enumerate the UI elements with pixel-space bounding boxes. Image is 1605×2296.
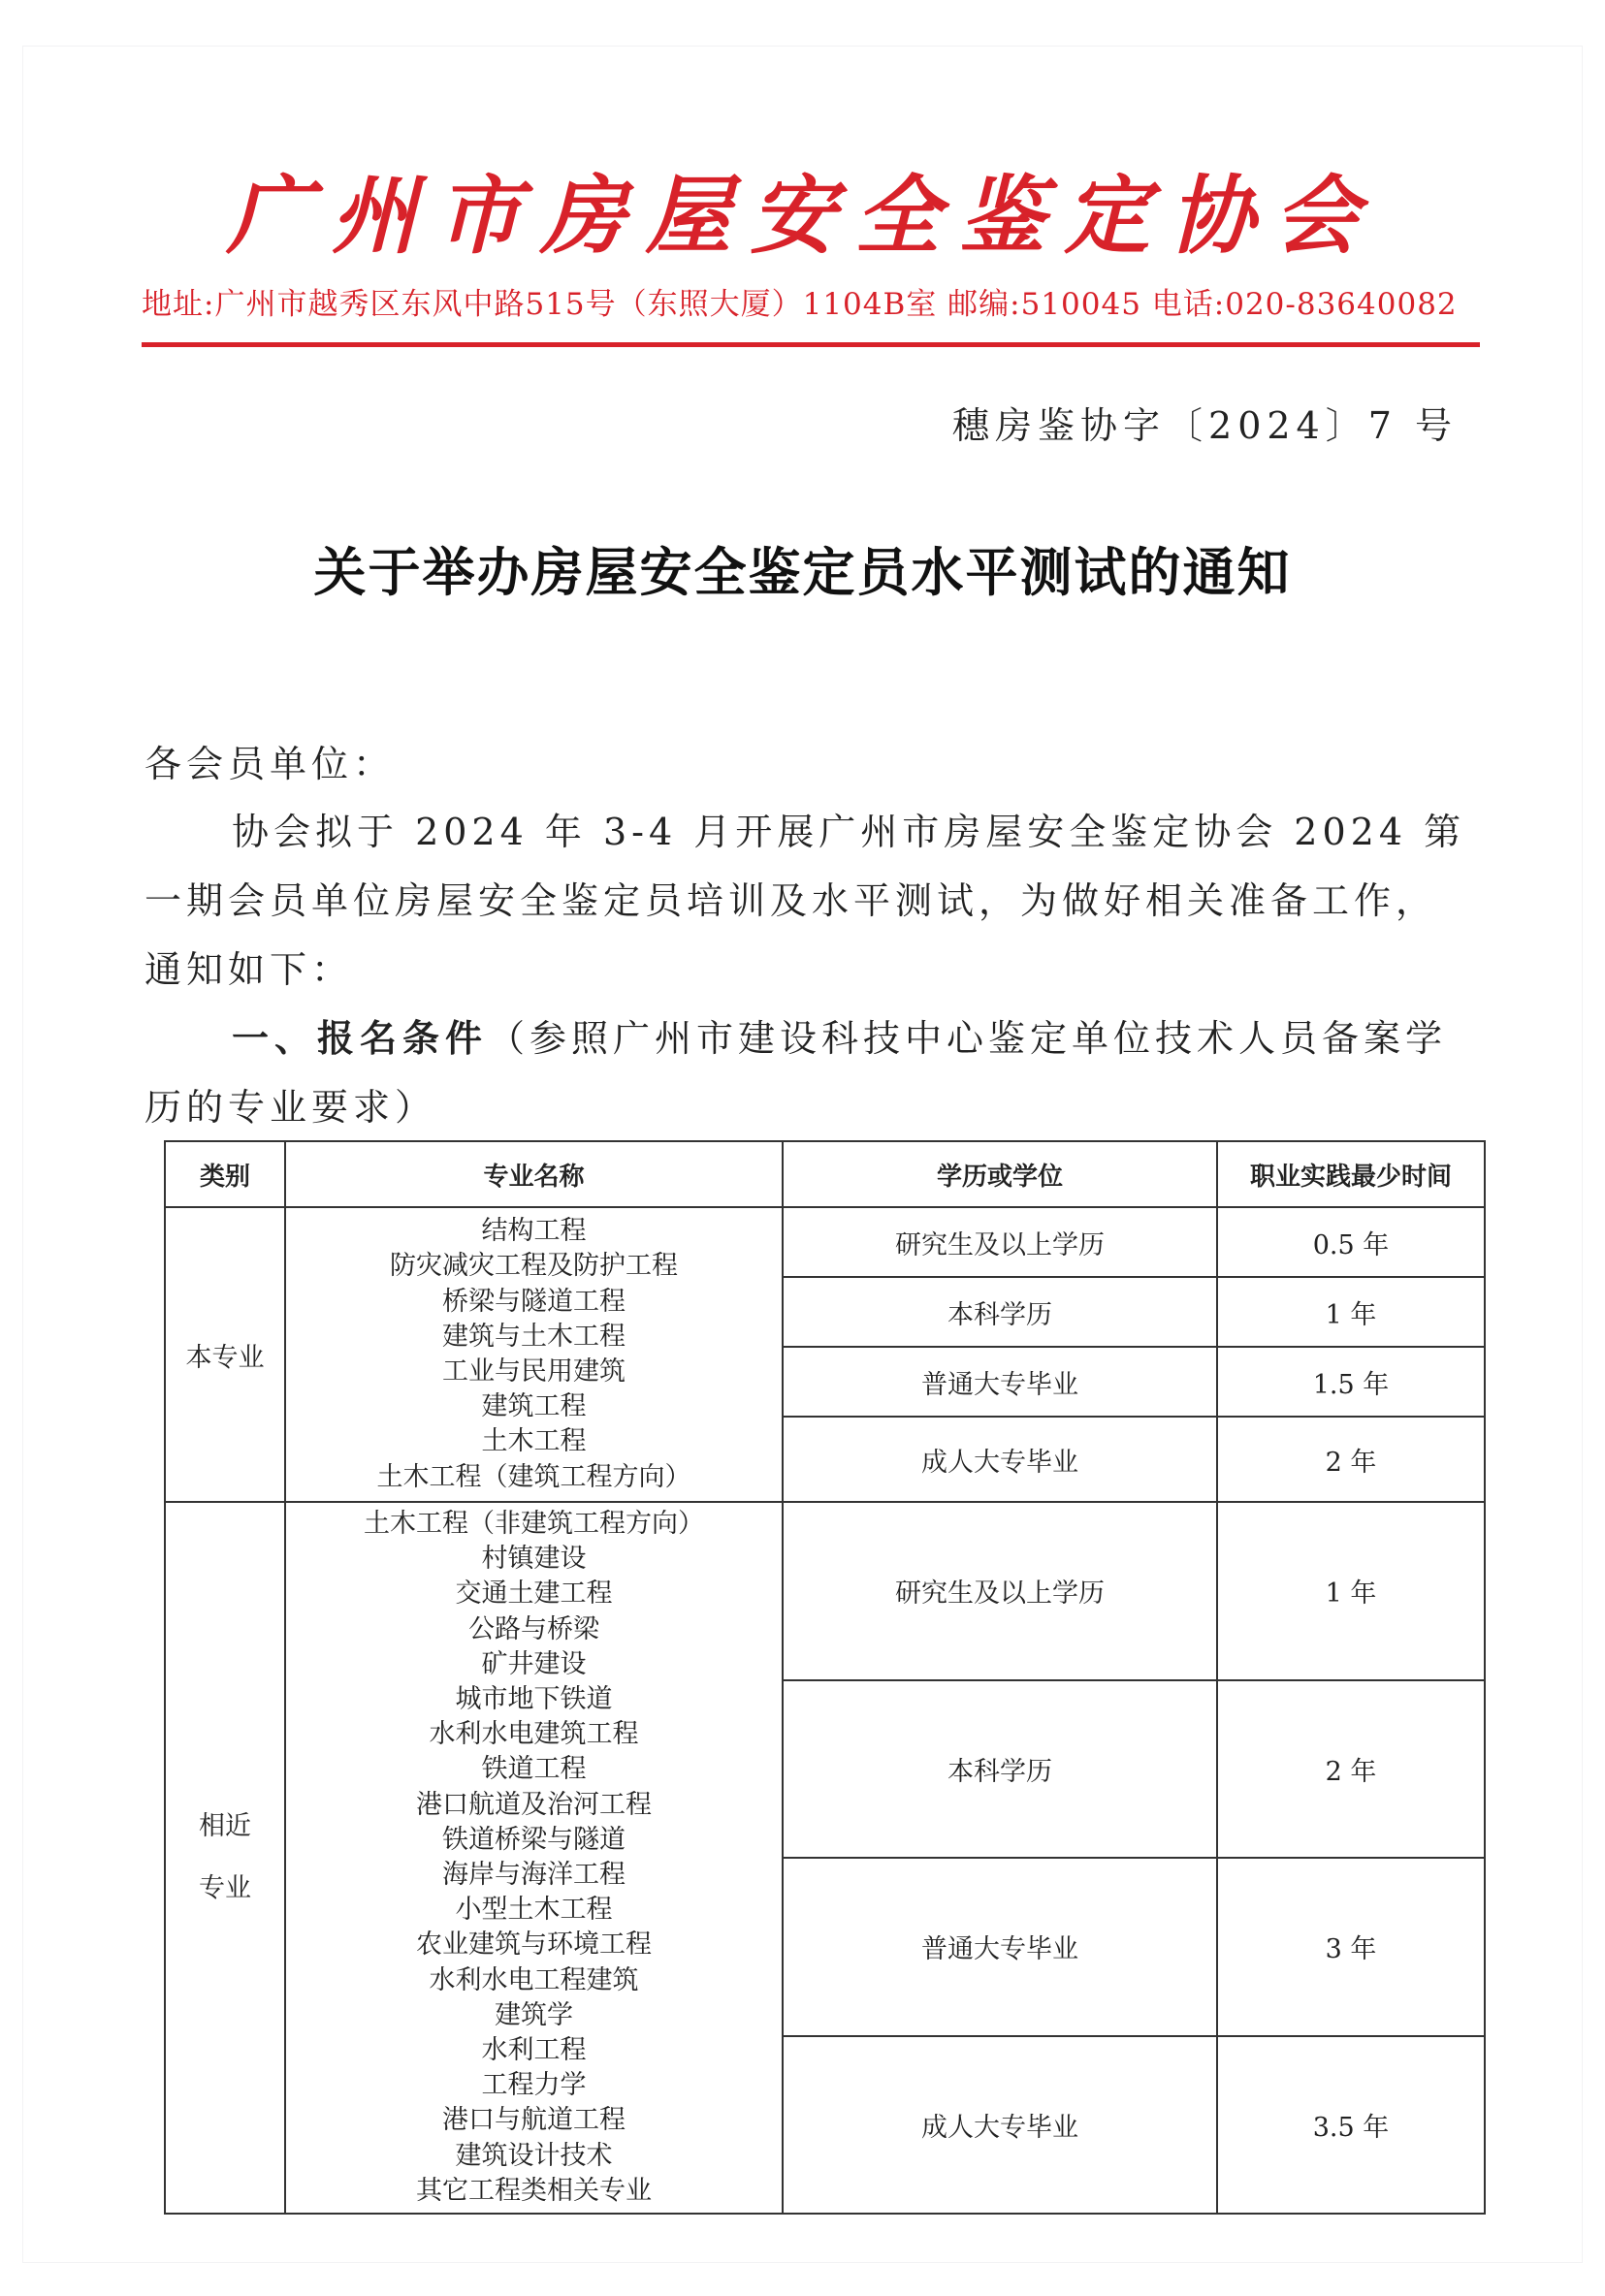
category-cell: [165, 1207, 285, 1502]
section-1-heading: 一、报名条件: [232, 1017, 489, 1060]
major-item: 土木工程（非建筑工程方向）: [364, 1509, 704, 1539]
major-item: 小型土木工程: [455, 1895, 613, 1926]
column-header-min-time: 职业实践最少时间: [1217, 1141, 1485, 1207]
major-item: 建筑与土木工程: [442, 1321, 626, 1352]
major-item: 村镇建设: [481, 1544, 587, 1575]
time-cell: 3.5 年: [1217, 2036, 1485, 2215]
table-header-row: [165, 1141, 1485, 1207]
major-item: 工程力学: [481, 2070, 587, 2101]
major-item: 土木工程（建筑工程方向）: [376, 1461, 691, 1492]
table-row: [165, 1207, 1485, 1277]
degree-cell: 成人大专毕业: [783, 2036, 1217, 2215]
time-cell: 1 年: [1217, 1277, 1485, 1347]
major-item: 建筑工程: [481, 1391, 587, 1422]
time-cell: 0.5 年: [1217, 1207, 1485, 1277]
major-item: 建筑学: [495, 1999, 573, 2030]
letterhead-divider: [142, 342, 1480, 347]
intro-paragraph: 协会拟于 2024 年 3-4 月开展广州市房屋安全鉴定协会 2024 第一期会员单位房屋安全鉴定员培训及水平测试，为做好相关准备工作，通知如下：: [144, 811, 1466, 991]
majors-cell: [285, 1207, 783, 1502]
degree-cell: 研究生及以上学历: [783, 1502, 1217, 1680]
column-header-major: 专业名称: [285, 1141, 783, 1207]
time-cell: 1.5 年: [1217, 1347, 1485, 1417]
degree-cell: 普通大专毕业: [783, 1858, 1217, 2036]
time-cell: 3 年: [1217, 1858, 1485, 2036]
section-1-note: （参照广州市建设科技中心鉴定单位技术人员备案学历的专业要求）: [144, 1017, 1448, 1129]
major-item: 结构工程: [481, 1216, 587, 1247]
category-label: 本专业: [185, 1342, 265, 1373]
org-address-line: 地址:广州市越秀区东风中路515号（东照大厦）1104B室 邮编:510045 电话:020-83640082: [142, 287, 1458, 322]
time-cell: 2 年: [1217, 1680, 1485, 1859]
major-item: 水利水电建筑工程: [429, 1719, 639, 1750]
major-item: 港口与航道工程: [442, 2105, 626, 2136]
major-item: 建筑设计技术: [455, 2140, 613, 2171]
degree-cell: 普通大专毕业: [783, 1347, 1217, 1417]
qualification-table: [164, 1140, 1486, 2215]
major-item: 防灾减灾工程及防护工程: [390, 1251, 678, 1282]
column-header-degree: 学历或学位: [783, 1141, 1217, 1207]
org-letterhead-title: 广州市房屋安全鉴定协会: [226, 165, 1379, 266]
category-label: 相近: [199, 1811, 251, 1842]
time-cell: 2 年: [1217, 1417, 1485, 1502]
degree-cell: 研究生及以上学历: [783, 1207, 1217, 1277]
column-header-category: 类别: [165, 1141, 285, 1207]
major-item: 交通土建工程: [455, 1578, 613, 1610]
major-item: 港口航道及治河工程: [416, 1789, 652, 1820]
major-item: 城市地下铁道: [455, 1684, 613, 1715]
degree-cell: 本科学历: [783, 1680, 1217, 1859]
major-item: 矿井建设: [481, 1648, 587, 1679]
major-item: 土木工程: [481, 1426, 587, 1457]
major-item: 水利工程: [481, 2035, 587, 2066]
document-number: 穗房鉴协字〔2024〕7 号: [952, 404, 1458, 447]
section-1-paragraph: [144, 1004, 1478, 1142]
major-item: 海岸与海洋工程: [442, 1860, 626, 1891]
table-row: [165, 1502, 1485, 1680]
major-item: 工业与民用建筑: [442, 1356, 626, 1387]
notice-title: 关于举办房屋安全鉴定员水平测试的通知: [313, 542, 1292, 603]
major-item: 铁道工程: [481, 1754, 587, 1785]
major-item: 公路与桥梁: [468, 1613, 599, 1644]
category-label: 专业: [199, 1873, 251, 1904]
degree-cell: 本科学历: [783, 1277, 1217, 1347]
major-item: 水利水电工程建筑: [429, 1964, 639, 1995]
category-cell: [165, 1502, 285, 2214]
major-item: 桥梁与隧道工程: [442, 1286, 626, 1317]
major-item: 铁道桥梁与隧道: [442, 1824, 626, 1855]
majors-cell: [285, 1502, 783, 2214]
salutation: 各会员单位：: [144, 743, 396, 785]
major-item: 其它工程类相关专业: [416, 2175, 652, 2206]
document-page: [23, 47, 1582, 2262]
major-item: 农业建筑与环境工程: [416, 1929, 652, 1961]
time-cell: 1 年: [1217, 1502, 1485, 1680]
degree-cell: 成人大专毕业: [783, 1417, 1217, 1502]
